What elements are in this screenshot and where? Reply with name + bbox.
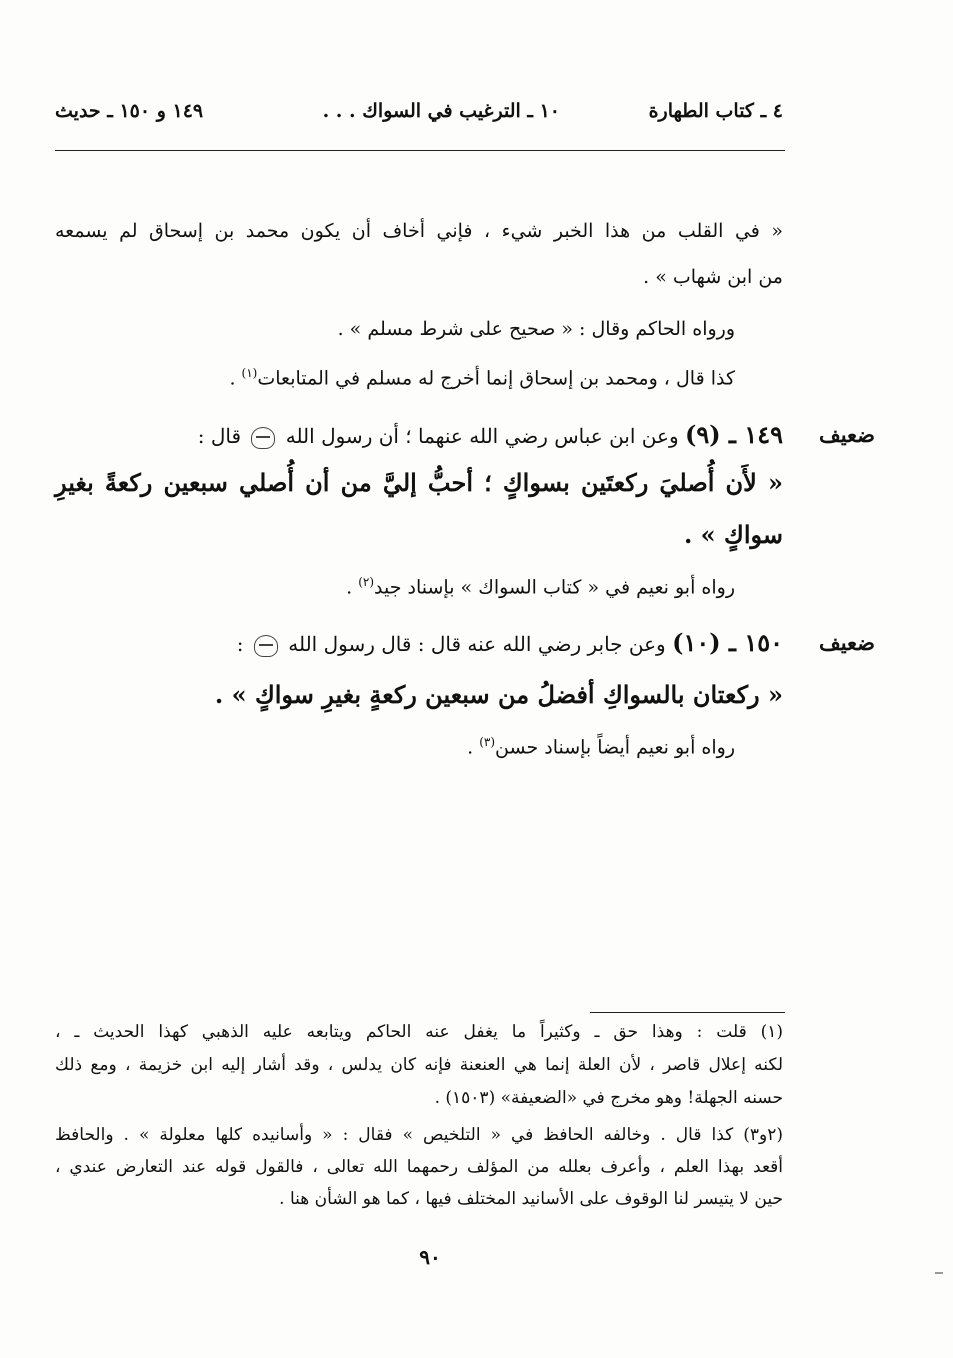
hadith-149-intro-end: قال :: [197, 424, 248, 448]
scan-mark: [935, 1272, 943, 1274]
hadith-150-grade: ضعيف: [818, 630, 875, 655]
body-line-4: [229, 366, 735, 389]
footnote-divider: [590, 1012, 785, 1013]
header-book-title: ٤ ـ كتاب الطهارة: [648, 100, 783, 122]
hadith-149-text-line-2: سواكٍ » .: [683, 520, 783, 549]
body-line-3: ورواه الحاكم وقال : « صحيح على شرط مسلم » .: [337, 318, 735, 340]
body-line-2: من ابن شهاب » .: [643, 266, 783, 288]
hadith-149-number: ١٤٩ ـ (٩): [684, 420, 783, 449]
footnote-1-line-2: لكنه إعلال قاصر ، لأن العلة إنما هي العنعنة فإنه كان يدلس ، وقد أشار إليه ابن خزيمة ، ومع ذلك: [55, 1055, 783, 1075]
hadith-149-grade: ضعيف: [818, 422, 875, 447]
header-chapter-title: ١٠ ـ الترغيب في السواك . . .: [322, 100, 560, 122]
hadith-150-intro-text: وعن جابر رضي الله عنه قال : قال رسول الله: [281, 632, 673, 656]
footnote-1-line-1: (١) قلت : وهذا حق ـ وكثيراً ما يغفل عنه الحاكم ويتابعه عليه الذهبي كهذا الحديث ـ ،: [55, 1022, 783, 1042]
footnote-2-line-3: حين لا يتيسر لنا الوقوف على الأسانيد المختلف فيها ، كما هو الشأن هنا .: [279, 1189, 783, 1209]
hadith-150-intro-end: :: [236, 632, 250, 656]
footnote-1-line-3: حسنه الجهلة! وهو مخرج في «الضعيفة» (١٥٠٣) .: [434, 1088, 783, 1108]
hadith-149-intro-text: وعن ابن عباس رضي الله عنهما ؛ أن رسول الله: [279, 424, 685, 448]
hadith-149-source: [346, 575, 735, 598]
page-number: ٩٠: [419, 1245, 441, 1269]
footnote-ref-3[interactable]: (٣): [479, 735, 496, 749]
header-hadith-range: ١٤٩ و ١٥٠ ـ حديث: [55, 100, 204, 122]
hadith-150-intro: [237, 628, 783, 657]
hadith-149-source-end: .: [346, 576, 359, 599]
body-line-1: « في القلب من هذا الخبر شيء ، فإني أخاف أن يكون محمد بن إسحاق لم يسمعه: [55, 220, 783, 242]
hadith-150-number: ١٥٠ ـ (١٠): [672, 628, 783, 657]
salla-honorific-icon: [254, 635, 278, 657]
body-line-4-text: كذا قال ، ومحمد بن إسحاق إنما أخرج له مسلم في المتابعات: [257, 367, 735, 390]
hadith-150-source-text: رواه أبو نعيم أيضاً بإسناد حسن: [495, 736, 735, 759]
body-line-4-end: .: [229, 367, 242, 390]
hadith-150-text: « ركعتان بالسواكِ أفضلُ من سبعين ركعةٍ بغيرِ سواكٍ » .: [214, 680, 783, 709]
hadith-149-text-line-1: « لأَن أُصليَ ركعتَين بسواكٍ ؛ أحبُّ إليَّ من أن أُصلي سبعين ركعةً بغيرِ: [55, 468, 783, 497]
hadith-150-source-end: .: [467, 736, 480, 759]
footnote-ref-1[interactable]: (١): [241, 366, 258, 380]
hadith-149-intro: [198, 420, 783, 449]
footnote-ref-2[interactable]: (٢): [358, 575, 375, 589]
footnote-2-line-1: (٢و٣) كذا قال . وخالفه الحافظ في « التلخيص » فقال : « وأسانيده كلها معلولة » . والحافظ: [55, 1125, 783, 1145]
header-divider: [55, 150, 785, 151]
salla-honorific-icon: [251, 427, 275, 449]
hadith-150-source: [467, 735, 735, 758]
hadith-149-source-text: رواه أبو نعيم في « كتاب السواك » بإسناد جيد: [374, 576, 735, 599]
footnote-2-line-2: أقعد بهذا العلم ، وأعرف بعلله من المؤلف رحمهما الله تعالى ، فالقول قوله عند التعارض عندي ،: [55, 1157, 783, 1177]
